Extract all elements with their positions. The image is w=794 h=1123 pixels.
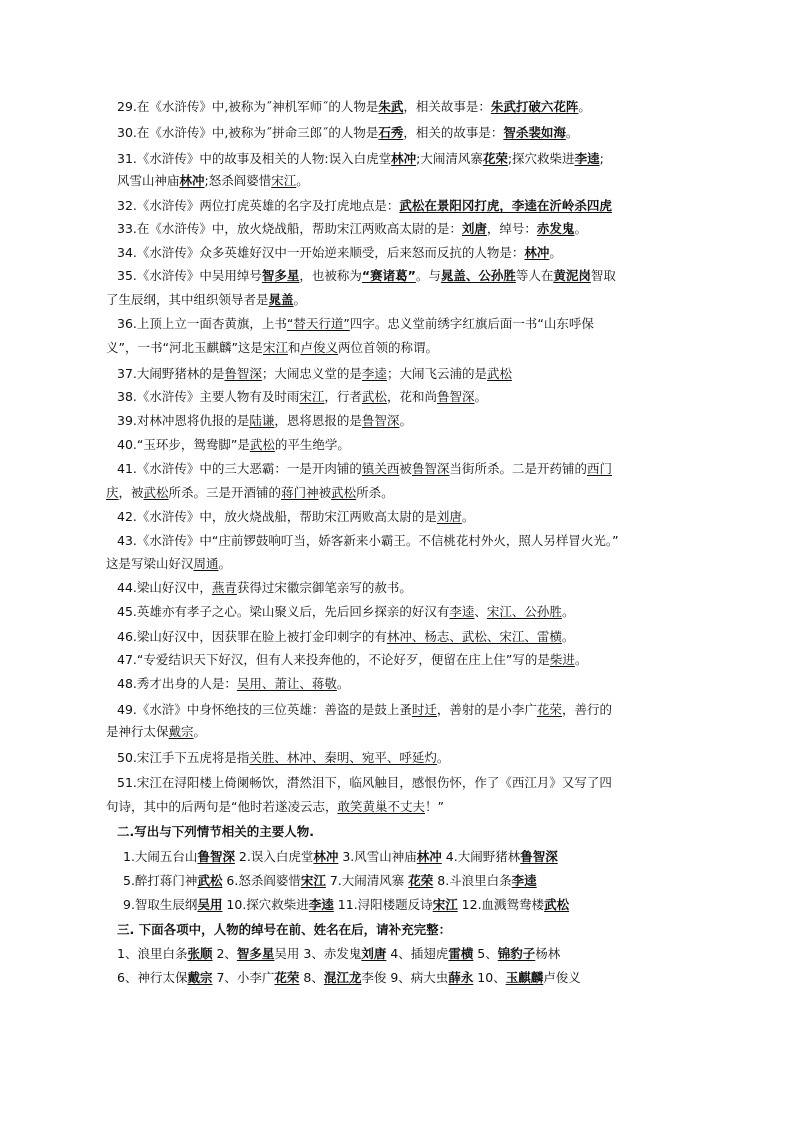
- text-segment: 8.斗浪里白条: [433, 873, 512, 888]
- text-segment: 这是写梁山好汉: [106, 556, 194, 571]
- text-segment: 智取: [590, 268, 616, 283]
- text-segment: 吴用 3、赤发鬼: [274, 946, 362, 961]
- text-segment: ！”: [425, 799, 444, 814]
- text-segment: ，被: [118, 485, 144, 500]
- answer-text: 武松在景阳冈打虎，李逵在沂岭杀四虎: [399, 198, 612, 213]
- answer-text: 智多星: [236, 946, 275, 961]
- text-line: [117, 922, 451, 938]
- text-line: [117, 461, 612, 477]
- text-line: [117, 533, 619, 549]
- answer-text: 宋江: [299, 389, 325, 404]
- text-segment: 。: [436, 750, 450, 765]
- text-line: [117, 173, 309, 189]
- text-segment: 50.宋江手下五虎将是指: [117, 750, 250, 765]
- text-segment: 31.《水浒传》中的故事及相关的人物:误入白虎堂: [117, 151, 392, 166]
- answer-text: 刘唐: [436, 509, 462, 524]
- text-segment: ，相关故事是：: [403, 99, 491, 114]
- text-segment: 2、: [212, 946, 237, 961]
- text-segment: 39.对林冲恩将仇报的是: [117, 413, 250, 428]
- text-line: [117, 125, 578, 141]
- text-line: [123, 849, 558, 865]
- answer-text: 刘唐: [461, 221, 487, 236]
- text-line: [117, 245, 562, 261]
- text-segment: 李俊 9、病大虫: [361, 970, 449, 985]
- text-line: [117, 629, 574, 645]
- answer-text: 朱武打破六花阵: [490, 99, 579, 114]
- text-segment: 1.大闹五台山: [123, 849, 198, 864]
- answer-text: 李逵: [574, 151, 600, 166]
- text-segment: 杨林: [535, 946, 561, 961]
- text-segment: 41.《水浒传》中的三大恶霸：一是开肉铺的: [117, 461, 362, 476]
- text-segment: 12.血溅鸳鸯楼: [457, 897, 545, 912]
- answer-text: 薛永: [448, 970, 474, 985]
- text-segment: 了生辰纲，其中组织领导者是: [106, 292, 269, 307]
- text-line: [106, 556, 231, 572]
- answer-text: 燕青: [211, 580, 237, 595]
- answer-text: 赤发鬼: [536, 221, 575, 236]
- answer-text: “赛诸葛”: [361, 268, 416, 283]
- text-segment: ，绰号：: [486, 221, 537, 236]
- text-line: [117, 824, 314, 840]
- answer-text: 时迁: [411, 702, 437, 717]
- text-segment: 51.宋江在浔阳楼上倚阑畅饮，潸然泪下，临风触目，感恨伤怀，作了《西江月》又写了四: [117, 775, 612, 790]
- answer-text: 张顺: [187, 946, 213, 961]
- answer-text: 蒋门神: [281, 485, 319, 500]
- text-line: [117, 99, 591, 115]
- text-line: [117, 676, 349, 692]
- answer-text: 武松: [197, 873, 223, 888]
- answer-text: 镇关西: [361, 461, 400, 476]
- answer-text: 宋江: [432, 897, 458, 912]
- text-segment: 所杀。三是开酒铺的: [168, 485, 282, 500]
- answer-text: 宋江: [300, 873, 326, 888]
- text-line: [117, 604, 574, 620]
- answer-text: 鲁智深: [361, 413, 400, 428]
- answer-text: 林冲: [313, 849, 339, 864]
- text-segment: ;怒杀阎婆惜: [204, 173, 272, 188]
- text-line: [106, 724, 206, 740]
- text-segment: 37.大闹野猪林的是: [117, 366, 225, 381]
- text-segment: 33.在《水浒传》中，放火烧战船，帮助宋江两败高太尉的是：: [117, 221, 462, 236]
- text-segment: 30.在《水浒传》中,被称为˝拼命三郎˝的人物是: [117, 125, 379, 140]
- text-line: [117, 775, 612, 791]
- text-segment: 5、: [473, 946, 498, 961]
- text-segment: 。: [193, 724, 207, 739]
- answer-text: 林冲、杨志、武松、宋江、雷横: [386, 629, 562, 644]
- text-segment: ，善射的是小李广: [436, 702, 537, 717]
- answer-text: 鲁智深: [520, 849, 558, 864]
- text-segment: 10、: [473, 970, 506, 985]
- text-segment: 5.醉打蒋门神: [123, 873, 198, 888]
- text-segment: 38.《水浒传》主要人物有及时雨: [117, 389, 300, 404]
- text-segment: 卢俊义: [543, 970, 581, 985]
- text-line: [117, 221, 587, 237]
- answer-text: 鲁智深: [411, 461, 450, 476]
- text-segment: ，善行的: [561, 702, 612, 717]
- text-segment: 4、插翅虎: [386, 946, 449, 961]
- text-line: [106, 485, 394, 501]
- text-line: [117, 970, 581, 986]
- text-segment: 。: [293, 292, 307, 307]
- answer-text: 卢俊义: [300, 340, 338, 355]
- text-segment: 8、: [299, 970, 324, 985]
- answer-text: 林冲: [391, 151, 417, 166]
- text-segment: ；大闹忠义堂的是: [261, 366, 362, 381]
- text-segment: 当街所杀。二是开药铺的: [449, 461, 587, 476]
- answer-text: 鲁智深: [197, 849, 235, 864]
- text-segment: 义”，一书“河北玉麒麟”这是: [106, 340, 263, 355]
- text-segment: 、: [474, 604, 487, 619]
- text-segment: 。: [218, 556, 232, 571]
- answer-text: 雷横: [448, 946, 474, 961]
- text-line: [117, 198, 612, 214]
- text-line: [123, 897, 569, 913]
- answer-text: 敢笑黄巢不丈夫: [337, 799, 425, 814]
- text-segment: 45.英雄亦有孝子之心。梁山聚义后，先后回乡探亲的好汉有: [117, 604, 450, 619]
- text-segment: 48.秀才出身的人是：: [117, 676, 237, 691]
- text-line: [117, 437, 350, 453]
- answer-text: “替天行道”: [286, 316, 350, 331]
- answer-text: 西门: [586, 461, 612, 476]
- text-segment: 和: [287, 340, 301, 355]
- text-segment: 是神行太保: [106, 724, 169, 739]
- answer-text: 陆谦: [249, 413, 275, 428]
- text-segment: 40.“玉环步，鸳鸯脚”是: [117, 437, 250, 452]
- answer-text: 柴进: [549, 652, 575, 667]
- text-line: [106, 340, 438, 356]
- answer-text: 武松: [361, 389, 387, 404]
- text-segment: 4.大闹野猪林: [441, 849, 521, 864]
- answer-text: 武松: [249, 437, 275, 452]
- answer-text: 玉麒麟: [505, 970, 544, 985]
- text-segment: 。: [561, 629, 575, 644]
- text-segment: 29.在《水浒传》中,被称为˝神机军师˝的人物是: [117, 99, 379, 114]
- answer-text: 林冲: [524, 245, 550, 260]
- text-segment: 句诗，其中的后两句是“他时若遂凌云志，: [106, 799, 338, 814]
- text-segment: 。: [461, 509, 475, 524]
- text-line: [117, 652, 587, 668]
- text-segment: 6.怒杀阎婆惜: [222, 873, 301, 888]
- text-line: [117, 389, 487, 405]
- text-line: [117, 702, 612, 718]
- answer-text: 花荣: [408, 873, 434, 888]
- text-segment: 风雪山神庙: [117, 173, 180, 188]
- text-segment: 被: [399, 461, 412, 476]
- text-segment: 3.风雪山神庙: [338, 849, 417, 864]
- text-line: [123, 873, 537, 889]
- answer-text: 锦豹子: [497, 946, 536, 961]
- text-line: [117, 580, 412, 596]
- text-line: [117, 413, 412, 429]
- text-segment: 42.《水浒传》中，放火烧战船，帮助宋江两败高太尉的是: [117, 509, 437, 524]
- answer-text: 宋江: [271, 173, 297, 188]
- text-segment: ;探穴救柴进: [507, 151, 575, 166]
- answer-text: 吴用: [197, 897, 223, 912]
- answer-text: 林冲: [416, 849, 442, 864]
- text-segment: 。: [565, 125, 579, 140]
- answer-text: 智多星: [261, 268, 300, 283]
- text-segment: 11.浔阳楼题反诗: [333, 897, 433, 912]
- answer-text: 戴宗: [168, 724, 194, 739]
- text-line: [117, 151, 604, 167]
- text-segment: ，行者: [324, 389, 362, 404]
- text-segment: 。: [578, 99, 591, 114]
- text-line: [117, 750, 449, 766]
- answer-text: 宋江: [262, 340, 288, 355]
- answer-text: 周通: [193, 556, 219, 571]
- answer-text: 花荣: [482, 151, 508, 166]
- text-segment: ;大闹清风寨: [416, 151, 483, 166]
- answer-text: 花荣: [536, 702, 562, 717]
- answer-text: 李逵: [511, 873, 537, 888]
- text-segment: 36.上顶上立一面杏黄旗，上书: [117, 316, 287, 331]
- text-line: [117, 268, 616, 284]
- text-segment: 被: [318, 485, 332, 500]
- text-segment: 10.探穴救柴进: [222, 897, 309, 912]
- text-segment: 43.《水浒传》中“庄前锣鼓响叮当，娇客新来小霸王。不信桃花村外火，照人另样冒火光。”: [117, 533, 619, 548]
- text-segment: 。: [399, 413, 412, 428]
- text-segment: 44.梁山好汉中，: [117, 580, 212, 595]
- text-line: [117, 366, 512, 382]
- text-segment: 。: [574, 652, 588, 667]
- text-segment: 7、小李广: [212, 970, 275, 985]
- answer-text: 刘唐: [361, 946, 387, 961]
- text-segment: 两位首领的称谓。: [337, 340, 438, 355]
- text-segment: ；大闹飞云浦的是: [386, 366, 487, 381]
- answer-text: 鲁智深: [436, 389, 475, 404]
- text-segment: 34.《水浒传》众多英雄好汉中一开始逆来顺受，后来怒而反抗的人物是：: [117, 245, 525, 260]
- text-segment: 。: [574, 221, 587, 236]
- answer-text: 林冲: [179, 173, 205, 188]
- text-segment: 46.梁山好汉中，因获罪在脸上被打金印刺字的有: [117, 629, 387, 644]
- text-line: [117, 946, 560, 962]
- text-line: [117, 509, 474, 525]
- text-segment: 。与: [415, 268, 441, 283]
- text-segment: 三. 下面各项中，人物的绰号在前、姓名在后，请补充完整：: [117, 922, 452, 937]
- answer-text: 鲁智深: [224, 366, 262, 381]
- text-line: [117, 316, 594, 332]
- answer-text: 庆: [106, 485, 119, 500]
- text-line: [106, 292, 306, 308]
- text-segment: 二.写出与下列情节相关的主要人物.: [117, 824, 314, 839]
- answer-text: 李逵: [361, 366, 387, 381]
- answer-text: 李逵: [449, 604, 475, 619]
- answer-text: 花荣: [274, 970, 300, 985]
- answer-text: 石秀: [378, 125, 404, 140]
- text-segment: 。: [561, 604, 575, 619]
- text-segment: ，相关的故事是：: [403, 125, 504, 140]
- text-segment: 49.《水浒》中身怀绝技的三位英雄：善盗的是鼓上蚤: [117, 702, 412, 717]
- text-line: [106, 799, 444, 815]
- text-segment: 47.“专爱结识天下好汉，但有人来投奔他的，不论好歹，便留在庄上住”写的是: [117, 652, 550, 667]
- text-segment: ，也被称为: [299, 268, 362, 283]
- text-segment: 。: [336, 676, 350, 691]
- text-segment: 6、神行太保: [117, 970, 188, 985]
- text-segment: 32.《水浒传》两位打虎英雄的名字及打虎地点是：: [117, 198, 400, 213]
- answer-text: 宋江、公孙胜: [486, 604, 562, 619]
- text-segment: ，恩将恩报的是: [274, 413, 362, 428]
- text-segment: 7.大闹清风寨: [325, 873, 409, 888]
- answer-text: 晁盖、公孙胜: [440, 268, 516, 283]
- answer-text: 武松: [143, 485, 169, 500]
- answer-text: 智杀裴如海: [503, 125, 566, 140]
- text-segment: 35.《水浒传》中吴用绰号: [117, 268, 262, 283]
- answer-text: 晁盖: [268, 292, 294, 307]
- answer-text: 黄泥岗: [553, 268, 591, 283]
- text-segment: ，花和尚: [386, 389, 437, 404]
- answer-text: 武松: [544, 897, 570, 912]
- answer-text: 朱武: [378, 99, 404, 114]
- text-segment: 9.智取生辰纲: [123, 897, 198, 912]
- text-segment: 。: [474, 389, 487, 404]
- text-segment: 等人在: [515, 268, 554, 283]
- text-segment: 1、浪里白条: [117, 946, 188, 961]
- text-segment: 获得过宋徽宗御笔亲写的赦书。: [236, 580, 412, 595]
- text-segment: ;: [599, 151, 604, 166]
- answer-text: 混江龙: [323, 970, 362, 985]
- answer-text: 戴宗: [187, 970, 213, 985]
- answer-text: 李逵: [308, 897, 334, 912]
- text-segment: 四字。忠义堂前绣字红旗后面一书“山东呼保: [349, 316, 594, 331]
- text-segment: 的平生绝学。: [274, 437, 350, 452]
- text-segment: 2.误入白虎堂: [234, 849, 314, 864]
- answer-text: 关胜、林冲、秦明、宛平、呼延灼: [249, 750, 437, 765]
- text-segment: 所杀。: [356, 485, 394, 500]
- answer-text: 吴用、萧让、蒋敬: [236, 676, 337, 691]
- answer-text: 武松: [331, 485, 357, 500]
- answer-text: 武松: [486, 366, 512, 381]
- text-segment: 。: [296, 173, 309, 188]
- text-segment: 。: [549, 245, 562, 260]
